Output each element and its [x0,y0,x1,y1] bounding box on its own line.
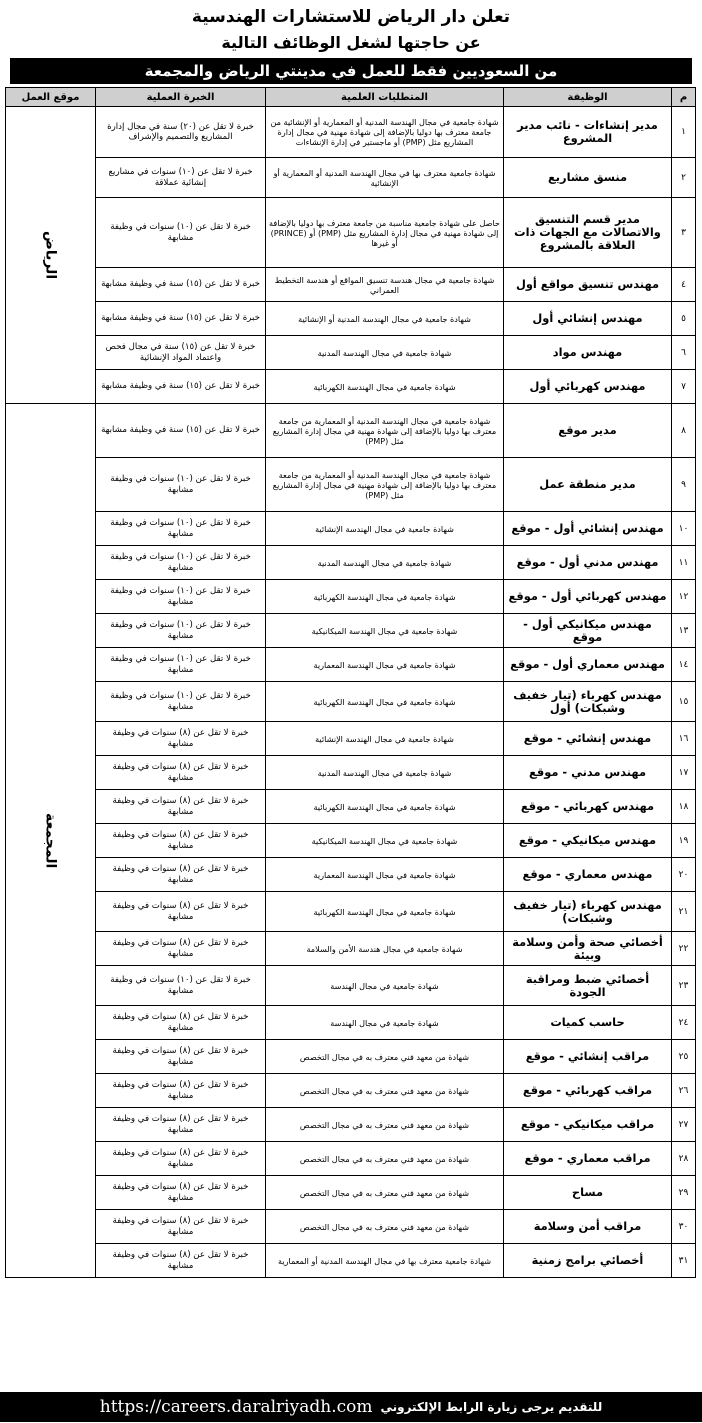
row-number: ٢٣ [672,966,696,1006]
job-experience: خبرة لا تقل عن (٨) سنوات في وظيفة مشابهة [96,790,266,824]
row-number: ٢١ [672,892,696,932]
job-experience: خبرة لا تقل عن (١٥) سنة في وظيفة مشابهة [96,370,266,404]
table-row [6,268,696,302]
table-row [6,158,696,198]
job-requirements: شهادة جامعية معترف بها في مجال الهندسة المدنية أو المعمارية [266,1244,504,1278]
ad-subtitle: عن حاجتها لشغل الوظائف التالية [221,33,481,52]
job-title: أخصائي صحة وأمن وسلامة وبيئة [504,932,672,966]
row-number: ٢٤ [672,1006,696,1040]
job-experience: خبرة لا تقل عن (٨) سنوات في وظيفة مشابهة [96,756,266,790]
job-experience: خبرة لا تقل عن (٨) سنوات في وظيفة مشابهة [96,1210,266,1244]
job-requirements: شهادة جامعية في مجال الهندسة المعمارية [266,648,504,682]
job-experience: خبرة لا تقل عن (٨) سنوات في وظيفة مشابهة [96,1176,266,1210]
job-title: مراقب معماري - موقع [504,1142,672,1176]
job-requirements: شهادة جامعية في مجال الهندسة المدنية [266,546,504,580]
footer-label: للتقديم يرجى زيارة الرابط الإلكتروني [380,1400,603,1414]
job-experience: خبرة لا تقل عن (١٠) سنوات في وظيفة مشابهة [96,648,266,682]
job-experience: خبرة لا تقل عن (٨) سنوات في وظيفة مشابهة [96,1074,266,1108]
job-title: مهندس ميكانيكي - موقع [504,824,672,858]
table-row [6,682,696,722]
job-experience: خبرة لا تقل عن (٨) سنوات في وظيفة مشابهة [96,1142,266,1176]
job-title: مدير قسم التنسيق والاتصالات مع الجهات ذات العلاقة بالمشروع [504,198,672,268]
job-experience: خبرة لا تقل عن (١٠) سنوات في وظيفة مشابهة [96,580,266,614]
job-title: مدير موقع [504,404,672,458]
job-title: مساح [504,1176,672,1210]
job-experience: خبرة لا تقل عن (٨) سنوات في وظيفة مشابهة [96,1006,266,1040]
row-number: ٢٢ [672,932,696,966]
job-experience: خبرة لا تقل عن (١٠) سنوات في وظيفة مشابهة [96,966,266,1006]
row-number: ٢٨ [672,1142,696,1176]
table-row [6,546,696,580]
job-requirements: شهادة جامعية في مجال الهندسة المدنية أو المعمارية من جامعة معترف بها دوليا بالإضافة إلى شهادة مهنية في مجال إدارة المشاريع مثل (PMP) [266,404,504,458]
row-number: ٢٠ [672,858,696,892]
job-experience: خبرة لا تقل عن (٨) سنوات في وظيفة مشابهة [96,722,266,756]
table-row [6,1142,696,1176]
job-experience: خبرة لا تقل عن (١٠) سنوات في وظيفة مشابهة [96,512,266,546]
row-number: ٥ [672,302,696,336]
row-number: ١٢ [672,580,696,614]
table-row [6,966,696,1006]
nationality-banner: من السعوديين فقط للعمل في مدينتي الرياض والمجمعة [10,58,692,84]
location-riyadh: الرياض [6,107,96,404]
job-requirements: شهادة جامعية في مجال الهندسة [266,966,504,1006]
table-row [6,824,696,858]
row-number: ١٣ [672,614,696,648]
header-requirements: المتطلبات العلمية [266,88,504,107]
row-number: ٣ [672,198,696,268]
job-requirements: شهادة جامعية في مجال الهندسة المدنية أو المعمارية أو الإنشائية من جامعة معترف بها دوليا بالإضافة إلى شهادة مهنية في مجال إدارة المشاريع مثل (PMP) أو ماجستير في إدارة الإنشاءات [266,107,504,158]
job-requirements: حاصل على شهادة جامعية مناسبة من جامعة معترف بها دوليا بالإضافة إلى شهادة مهنية في مجال إدارة المشاريع مثل (PMP) أو (PRINCE) أو غيرها [266,198,504,268]
job-requirements: شهادة من معهد فني معترف به في مجال التخصص [266,1040,504,1074]
table-row [6,614,696,648]
job-title: مدير منطقة عمل [504,458,672,512]
job-title: مهندس مواد [504,336,672,370]
location-majmaah: المجمعة [6,404,96,1278]
row-number: ٦ [672,336,696,370]
row-number: ٨ [672,404,696,458]
job-experience: خبرة لا تقل عن (١٠) سنوات في وظيفة مشابهة [96,614,266,648]
row-number: ٢ [672,158,696,198]
job-requirements: شهادة جامعية في مجال الهندسة الكهربائية [266,892,504,932]
job-requirements: شهادة من معهد فني معترف به في مجال التخصص [266,1210,504,1244]
job-requirements: شهادة جامعية في مجال الهندسة المعمارية [266,858,504,892]
row-number: ٧ [672,370,696,404]
job-requirements: شهادة جامعية في مجال هندسة الأمن والسلامة [266,932,504,966]
job-requirements: شهادة جامعية معترف بها في مجال الهندسة المدنية أو المعمارية أو الإنشائية [266,158,504,198]
job-title: مهندس كهرباء (تيار خفيف وشبكات) أول [504,682,672,722]
row-number: ٢٦ [672,1074,696,1108]
job-requirements: شهادة جامعية في مجال الهندسة الكهربائية [266,682,504,722]
job-title: مهندس ميكانيكي أول - موقع [504,614,672,648]
job-title: مهندس معماري - موقع [504,858,672,892]
job-requirements: شهادة من معهد فني معترف به في مجال التخصص [266,1142,504,1176]
job-experience: خبرة لا تقل عن (١٠) سنوات في وظيفة مشابهة [96,682,266,722]
job-title: مهندس كهرباء (تيار خفيف وشبكات) [504,892,672,932]
job-experience: خبرة لا تقل عن (٢٠) سنة في مجال إدارة المشاريع والتصميم والإشراف [96,107,266,158]
job-experience: خبرة لا تقل عن (١٥) سنة في مجال فحص واعتماد المواد الإنشائية [96,336,266,370]
row-number: ١٦ [672,722,696,756]
job-experience: خبرة لا تقل عن (٨) سنوات في وظيفة مشابهة [96,858,266,892]
job-title: مهندس إنشائي - موقع [504,722,672,756]
table-row [6,1040,696,1074]
row-number: ١٥ [672,682,696,722]
job-experience: خبرة لا تقل عن (٨) سنوات في وظيفة مشابهة [96,932,266,966]
row-number: ١١ [672,546,696,580]
header-job: الوظيفة [504,88,672,107]
table-row [6,580,696,614]
job-experience: خبرة لا تقل عن (٨) سنوات في وظيفة مشابهة [96,1040,266,1074]
table-row [6,198,696,268]
job-title: مهندس كهربائي أول - موقع [504,580,672,614]
job-experience: خبرة لا تقل عن (١٠) سنوات في وظيفة مشابهة [96,198,266,268]
jobs-table [5,87,696,1278]
job-requirements: شهادة جامعية في مجال الهندسة الكهربائية [266,580,504,614]
job-experience: خبرة لا تقل عن (٨) سنوات في وظيفة مشابهة [96,824,266,858]
job-title: مهندس إنشائي أول [504,302,672,336]
table-row [6,1074,696,1108]
job-title: مهندس معماري أول - موقع [504,648,672,682]
job-experience: خبرة لا تقل عن (٨) سنوات في وظيفة مشابهة [96,1244,266,1278]
job-title: مهندس مدني أول - موقع [504,546,672,580]
table-row [6,1006,696,1040]
row-number: ٩ [672,458,696,512]
table-row [6,302,696,336]
header-experience: الخبرة العملية [96,88,266,107]
job-experience: خبرة لا تقل عن (١٥) سنة في وظيفة مشابهة [96,268,266,302]
job-requirements: شهادة من معهد فني معترف به في مجال التخصص [266,1176,504,1210]
job-requirements: شهادة جامعية في مجال الهندسة الإنشائية [266,512,504,546]
job-title: منسق مشاريع [504,158,672,198]
job-requirements: شهادة جامعية في مجال الهندسة المدنية [266,336,504,370]
careers-link[interactable]: https://careers.daralriyadh.com [99,1397,373,1417]
job-requirements: شهادة جامعية في مجال الهندسة [266,1006,504,1040]
job-requirements: شهادة جامعية في مجال الهندسة الإنشائية [266,722,504,756]
table-row [6,932,696,966]
job-experience: خبرة لا تقل عن (١٠) سنوات في وظيفة مشابهة [96,458,266,512]
row-number: ١٧ [672,756,696,790]
job-experience: خبرة لا تقل عن (١٠) سنوات في وظيفة مشابهة [96,546,266,580]
job-requirements: شهادة جامعية في مجال الهندسة الميكانيكية [266,824,504,858]
job-experience: خبرة لا تقل عن (١٥) سنة في وظيفة مشابهة [96,302,266,336]
job-title: حاسب كميات [504,1006,672,1040]
job-experience: خبرة لا تقل عن (١٠) سنوات في مشاريع إنشائية عملاقة [96,158,266,198]
job-requirements: شهادة جامعية في مجال الهندسة المدنية أو الإنشائية [266,302,504,336]
job-title: مهندس تنسيق مواقع أول [504,268,672,302]
table-row [6,458,696,512]
job-title: مهندس إنشائي أول - موقع [504,512,672,546]
jobs-table-body [6,107,696,1278]
table-header-row [6,88,696,107]
table-row [6,1244,696,1278]
row-number: ١٩ [672,824,696,858]
table-row [6,1210,696,1244]
job-title: أخصائي ضبط ومراقبة الجودة [504,966,672,1006]
job-title: مهندس مدني - موقع [504,756,672,790]
table-row [6,336,696,370]
row-number: ٢٩ [672,1176,696,1210]
row-number: ٢٧ [672,1108,696,1142]
table-row [6,512,696,546]
table-row [6,892,696,932]
row-number: ٤ [672,268,696,302]
job-requirements: شهادة جامعية في مجال الهندسة المدنية أو المعمارية من جامعة معترف بها دوليا بالإضافة إلى شهادة مهنية في مجال إدارة المشاريع مثل (PMP) [266,458,504,512]
table-row [6,107,696,158]
table-row [6,858,696,892]
table-row [6,790,696,824]
row-number: ١٠ [672,512,696,546]
job-title: مدير إنشاءات - نائب مدير المشروع [504,107,672,158]
row-number: ١٨ [672,790,696,824]
job-requirements: شهادة جامعية في مجال الهندسة الكهربائية [266,790,504,824]
job-experience: خبرة لا تقل عن (١٥) سنة في وظيفة مشابهة [96,404,266,458]
job-title: مراقب أمن وسلامة [504,1210,672,1244]
header-location: موقع العمل [6,88,96,107]
job-title: مراقب ميكانيكي - موقع [504,1108,672,1142]
row-number: ٢٥ [672,1040,696,1074]
header-number: م [672,88,696,107]
row-number: ٣٠ [672,1210,696,1244]
row-number: ١ [672,107,696,158]
job-requirements: شهادة جامعية في مجال الهندسة الميكانيكية [266,614,504,648]
job-requirements: شهادة جامعية في مجال الهندسة المدنية [266,756,504,790]
ad-title: تعلن دار الرياض للاستشارات الهندسية [191,7,511,27]
job-title: أخصائي برامج زمنية [504,1244,672,1278]
row-number: ٣١ [672,1244,696,1278]
table-row [6,756,696,790]
row-number: ١٤ [672,648,696,682]
job-requirements: شهادة من معهد فني معترف به في مجال التخصص [266,1074,504,1108]
job-requirements: شهادة جامعية في مجال هندسة تنسيق المواقع أو هندسة التخطيط العمراني [266,268,504,302]
table-row [6,1176,696,1210]
table-row [6,648,696,682]
table-row [6,722,696,756]
table-row [6,404,696,458]
table-row [6,1108,696,1142]
job-title: مهندس كهربائي أول [504,370,672,404]
job-title: مراقب إنشائي - موقع [504,1040,672,1074]
job-requirements: شهادة من معهد فني معترف به في مجال التخصص [266,1108,504,1142]
job-requirements: شهادة جامعية في مجال الهندسة الكهربائية [266,370,504,404]
job-title: مراقب كهربائي - موقع [504,1074,672,1108]
footer-bar [0,1392,702,1422]
job-title: مهندس كهربائي - موقع [504,790,672,824]
job-experience: خبرة لا تقل عن (٨) سنوات في وظيفة مشابهة [96,1108,266,1142]
table-row [6,370,696,404]
job-experience: خبرة لا تقل عن (٨) سنوات في وظيفة مشابهة [96,892,266,932]
